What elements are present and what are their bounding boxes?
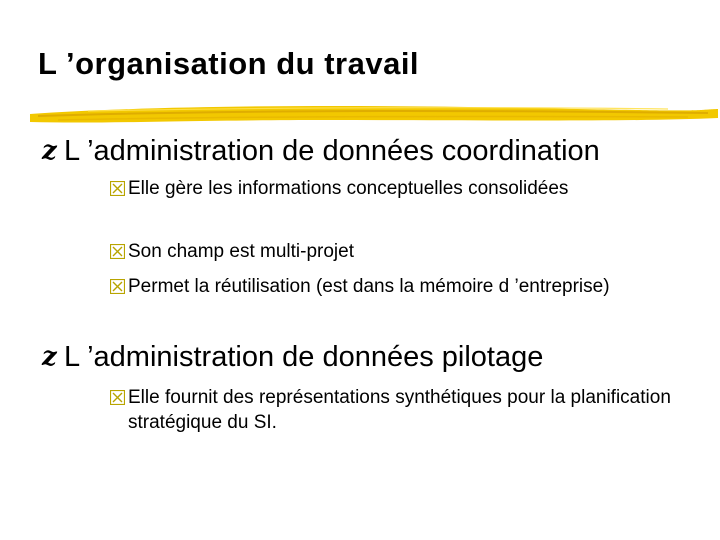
list-item [110,176,598,201]
list-item [110,239,668,264]
title-underline-brushstroke [28,96,720,132]
list-item-text: Elle gère les informations conceptuelles consolidées [128,178,569,199]
section-heading-pilotage [42,340,543,374]
slide-title: L ’organisation du travail [38,46,420,81]
z-bullet-icon: z [42,136,57,166]
list-item [110,385,688,435]
x-box-icon [110,390,125,405]
list-item-text: Son champ est multi-projet [128,241,354,262]
z-bullet-icon: z [42,342,57,372]
section-heading-coordination [42,134,600,168]
section-heading-text: L ’administration de données coordination [64,135,600,167]
list-item-text: Elle fournit des représentations synthétiques pour la planification stratégique du SI. [128,387,671,433]
x-box-icon [110,244,125,259]
x-box-icon [110,279,125,294]
list-item-text: Permet la réutilisation (est dans la mémoire d ’entreprise) [128,276,610,297]
x-box-icon [110,181,125,196]
section-heading-text: L ’administration de données pilotage [64,341,544,373]
list-item [110,274,618,299]
